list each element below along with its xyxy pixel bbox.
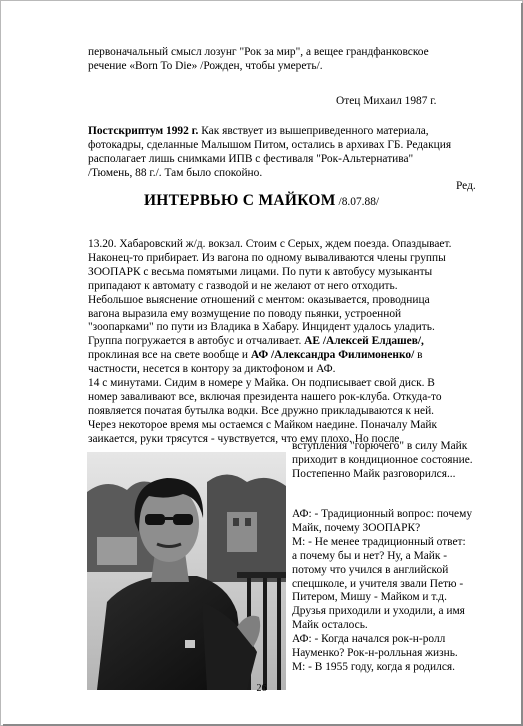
body-line: припадают к автомату с газводой и не желают от него отходить.: [88, 279, 398, 292]
body-paragraph-1: [88, 238, 493, 447]
postscript-label: Постскриптум 1992 г.: [88, 125, 199, 137]
postscript-paragraph: [88, 125, 493, 181]
body-line: появляется початая бутылка водки. Все дружно прикладываются к ней.: [88, 404, 435, 417]
dialogue-line: Науменко? Рок-н-ролльная жизнь.: [292, 647, 458, 660]
intro-line: речение «Born To Die» /Рожден, чтобы умереть/.: [88, 59, 323, 72]
body-line: заикается, руки трясутся - чувствуется, что ему плохо. Но после: [88, 432, 400, 445]
portrait-photo-graphic: [87, 452, 286, 690]
dialogue-line: Майк, почему ЗООПАРК?: [292, 521, 421, 534]
intro-signature: Отец Михаил 1987 г.: [336, 95, 437, 107]
body-line: 14 с минутами. Сидим в номере у Майка. Он подписывает свой диск. В: [88, 377, 435, 390]
interview-title: ИНТЕРВЬЮ С МАЙКОМ: [143, 192, 336, 209]
body-line: номер заваливают все, включая президента нашего рок-клуба. Откуда-то: [88, 390, 442, 403]
dialogue-line: потому что учился в английской: [292, 563, 449, 576]
interview-heading: [0, 192, 523, 210]
interview-dialogue: [292, 508, 502, 675]
body-names-2: АФ /Александра Филимоненко/: [250, 349, 415, 362]
body-line: Через некоторое время мы остаемся с Майком наедине. Поначалу Майк: [88, 418, 438, 431]
body-line: проклиная все на свете вообще и: [88, 349, 251, 362]
body-line: Постепенно Майк разговорился...: [292, 467, 456, 480]
postscript-line: /Тюмень, 88 г./. Там было спокойно.: [88, 166, 263, 179]
dialogue-line: АФ: - Традиционный вопрос: почему: [292, 508, 473, 520]
postscript-line: располагает лишь снимками ИПВ с фестиваля "Рок-Альтернатива": [88, 152, 414, 165]
dialogue-line: Питером, Мишу - Майком и т.д.: [292, 591, 447, 604]
body-line: "зоопарками" по пути из Владика в Хабару. Инцидент удалось уладить.: [88, 321, 435, 334]
dialogue-line: М: - В 1955 году, когда я родился.: [292, 660, 455, 673]
body-line: 13.20. Хабаровский ж/д. вокзал. Стоим с Серых, ждем поезда. Опаздывает.: [88, 238, 452, 250]
intro-paragraph: [88, 46, 493, 74]
dialogue-line: а почему бы и нет? Ну, а Майк -: [292, 549, 448, 562]
body-line: ЗООПАРК с весьма помятыми лицами. По пути к автобусу музыканты: [88, 265, 433, 278]
body-line: Наконец-то прибирает. Из вагона по одному вываливаются члены группы: [88, 251, 446, 264]
postscript-signature: Ред.: [456, 180, 476, 192]
body-names-1: АЕ /Алексей Елдашев/,: [301, 335, 424, 348]
dialogue-line: спецшколе, и учителя звали Петю -: [292, 577, 464, 590]
dialogue-line: АФ: - Когда начался рок-н-ролл: [292, 633, 446, 646]
body-paragraph-2: [292, 440, 502, 482]
page-number: 26: [256, 683, 267, 694]
body-line: приходит в кондиционное состояние.: [292, 453, 473, 466]
body-line: вагона выразила ему возмущение по поводу пьянки, устроенной: [88, 307, 402, 320]
postscript-line: Как явствует из вышеприведенного материала,: [198, 125, 429, 137]
postscript-line: фотокадры, сделанные Малышом Питом, остались в архивах ГБ. Редакция: [88, 138, 452, 151]
body-line: Небольшое выяснение отношений с ментом: оказывается, проводница: [88, 293, 430, 306]
dialogue-line: Друзья приходили и уходили, а имя: [292, 605, 465, 618]
portrait-photo: [87, 452, 286, 690]
dialogue-line: М: - Не менее традиционный ответ:: [292, 535, 466, 548]
body-line: вступления "горючего" в силу Майк: [292, 440, 468, 452]
dialogue-line: Майк осталось.: [292, 619, 368, 632]
intro-line: первоначальный смысл лозунг "Рок за мир", а вещее грандфанковское: [88, 46, 429, 58]
interview-date: /8.07.88/: [335, 196, 380, 208]
body-line: частности, несется в контору за диктофоном и АФ.: [88, 363, 336, 376]
body-line: в: [414, 349, 423, 362]
body-line: Группа погружается в автобус и отчаливает.: [88, 335, 302, 348]
